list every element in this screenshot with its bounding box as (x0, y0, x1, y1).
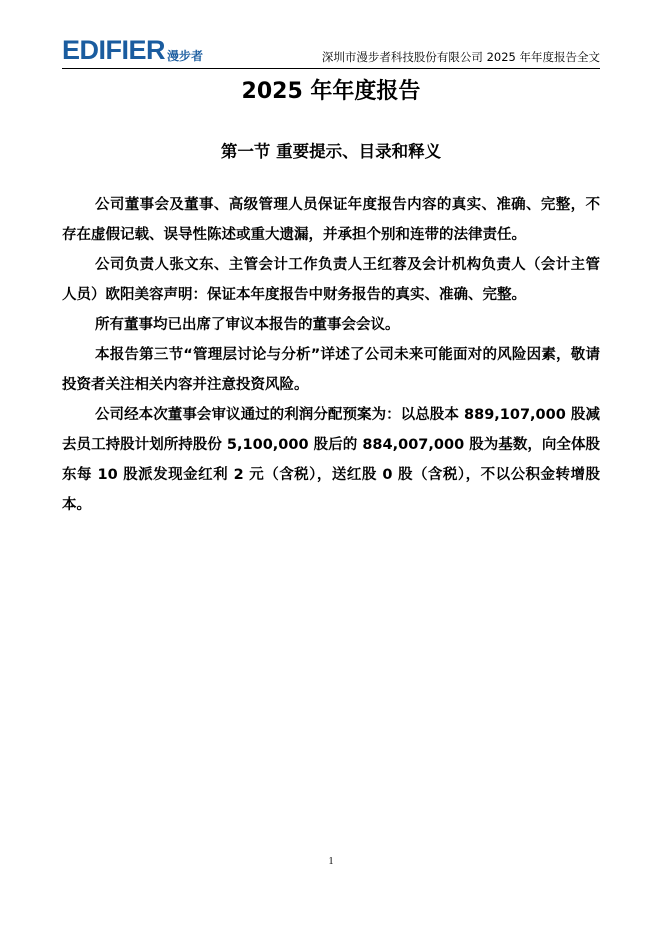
paragraph-board-attendance: 所有董事均已出席了审议本报告的董事会会议。 (95, 317, 400, 333)
paragraph-board-guarantee: 公司董事会及董事、高级管理人员保证年度报告内容的真实、准确、完整，不存在虚假记载、误导性陈述或重大遗漏，并承担个别和连带的法律责任。 (62, 197, 600, 243)
document-title: 2025 年年度报告 (241, 79, 421, 104)
header-company-report-title: 深圳市漫步者科技股份有限公司 2025 年年度报告全文 (321, 50, 600, 64)
section-title: 第一节 重要提示、目录和释义 (220, 142, 442, 161)
edifier-logo (62, 36, 203, 64)
document-body (62, 190, 600, 520)
logo-wordmark: EDIFIER (62, 35, 166, 65)
paragraph-profit-distribution: 公司经本次董事会审议通过的利润分配预案为：以总股本 889,107,000 股减去员工持股计划所持股份 5,100,000 股后的 884,007,000 股为基数，向全体股东每 10 股派发现金红利 2 元（含税），送红股 0 股（含税），不以公积金转增股本。 (62, 407, 600, 513)
logo-chinese-name: 漫步者 (167, 49, 204, 63)
paragraph-risk-notice: 本报告第三节“管理层讨论与分析”详述了公司未来可能面对的风险因素，敬请投资者关注相关内容并注意投资风险。 (62, 347, 600, 393)
page-header (62, 34, 600, 69)
page-number: 1 (328, 856, 334, 867)
paragraph-responsible-persons-statement: 公司负责人张文东、主管会计工作负责人王红蓉及会计机构负责人（会计主管人员）欧阳美容声明：保证本年度报告中财务报告的真实、准确、完整。 (62, 257, 600, 303)
